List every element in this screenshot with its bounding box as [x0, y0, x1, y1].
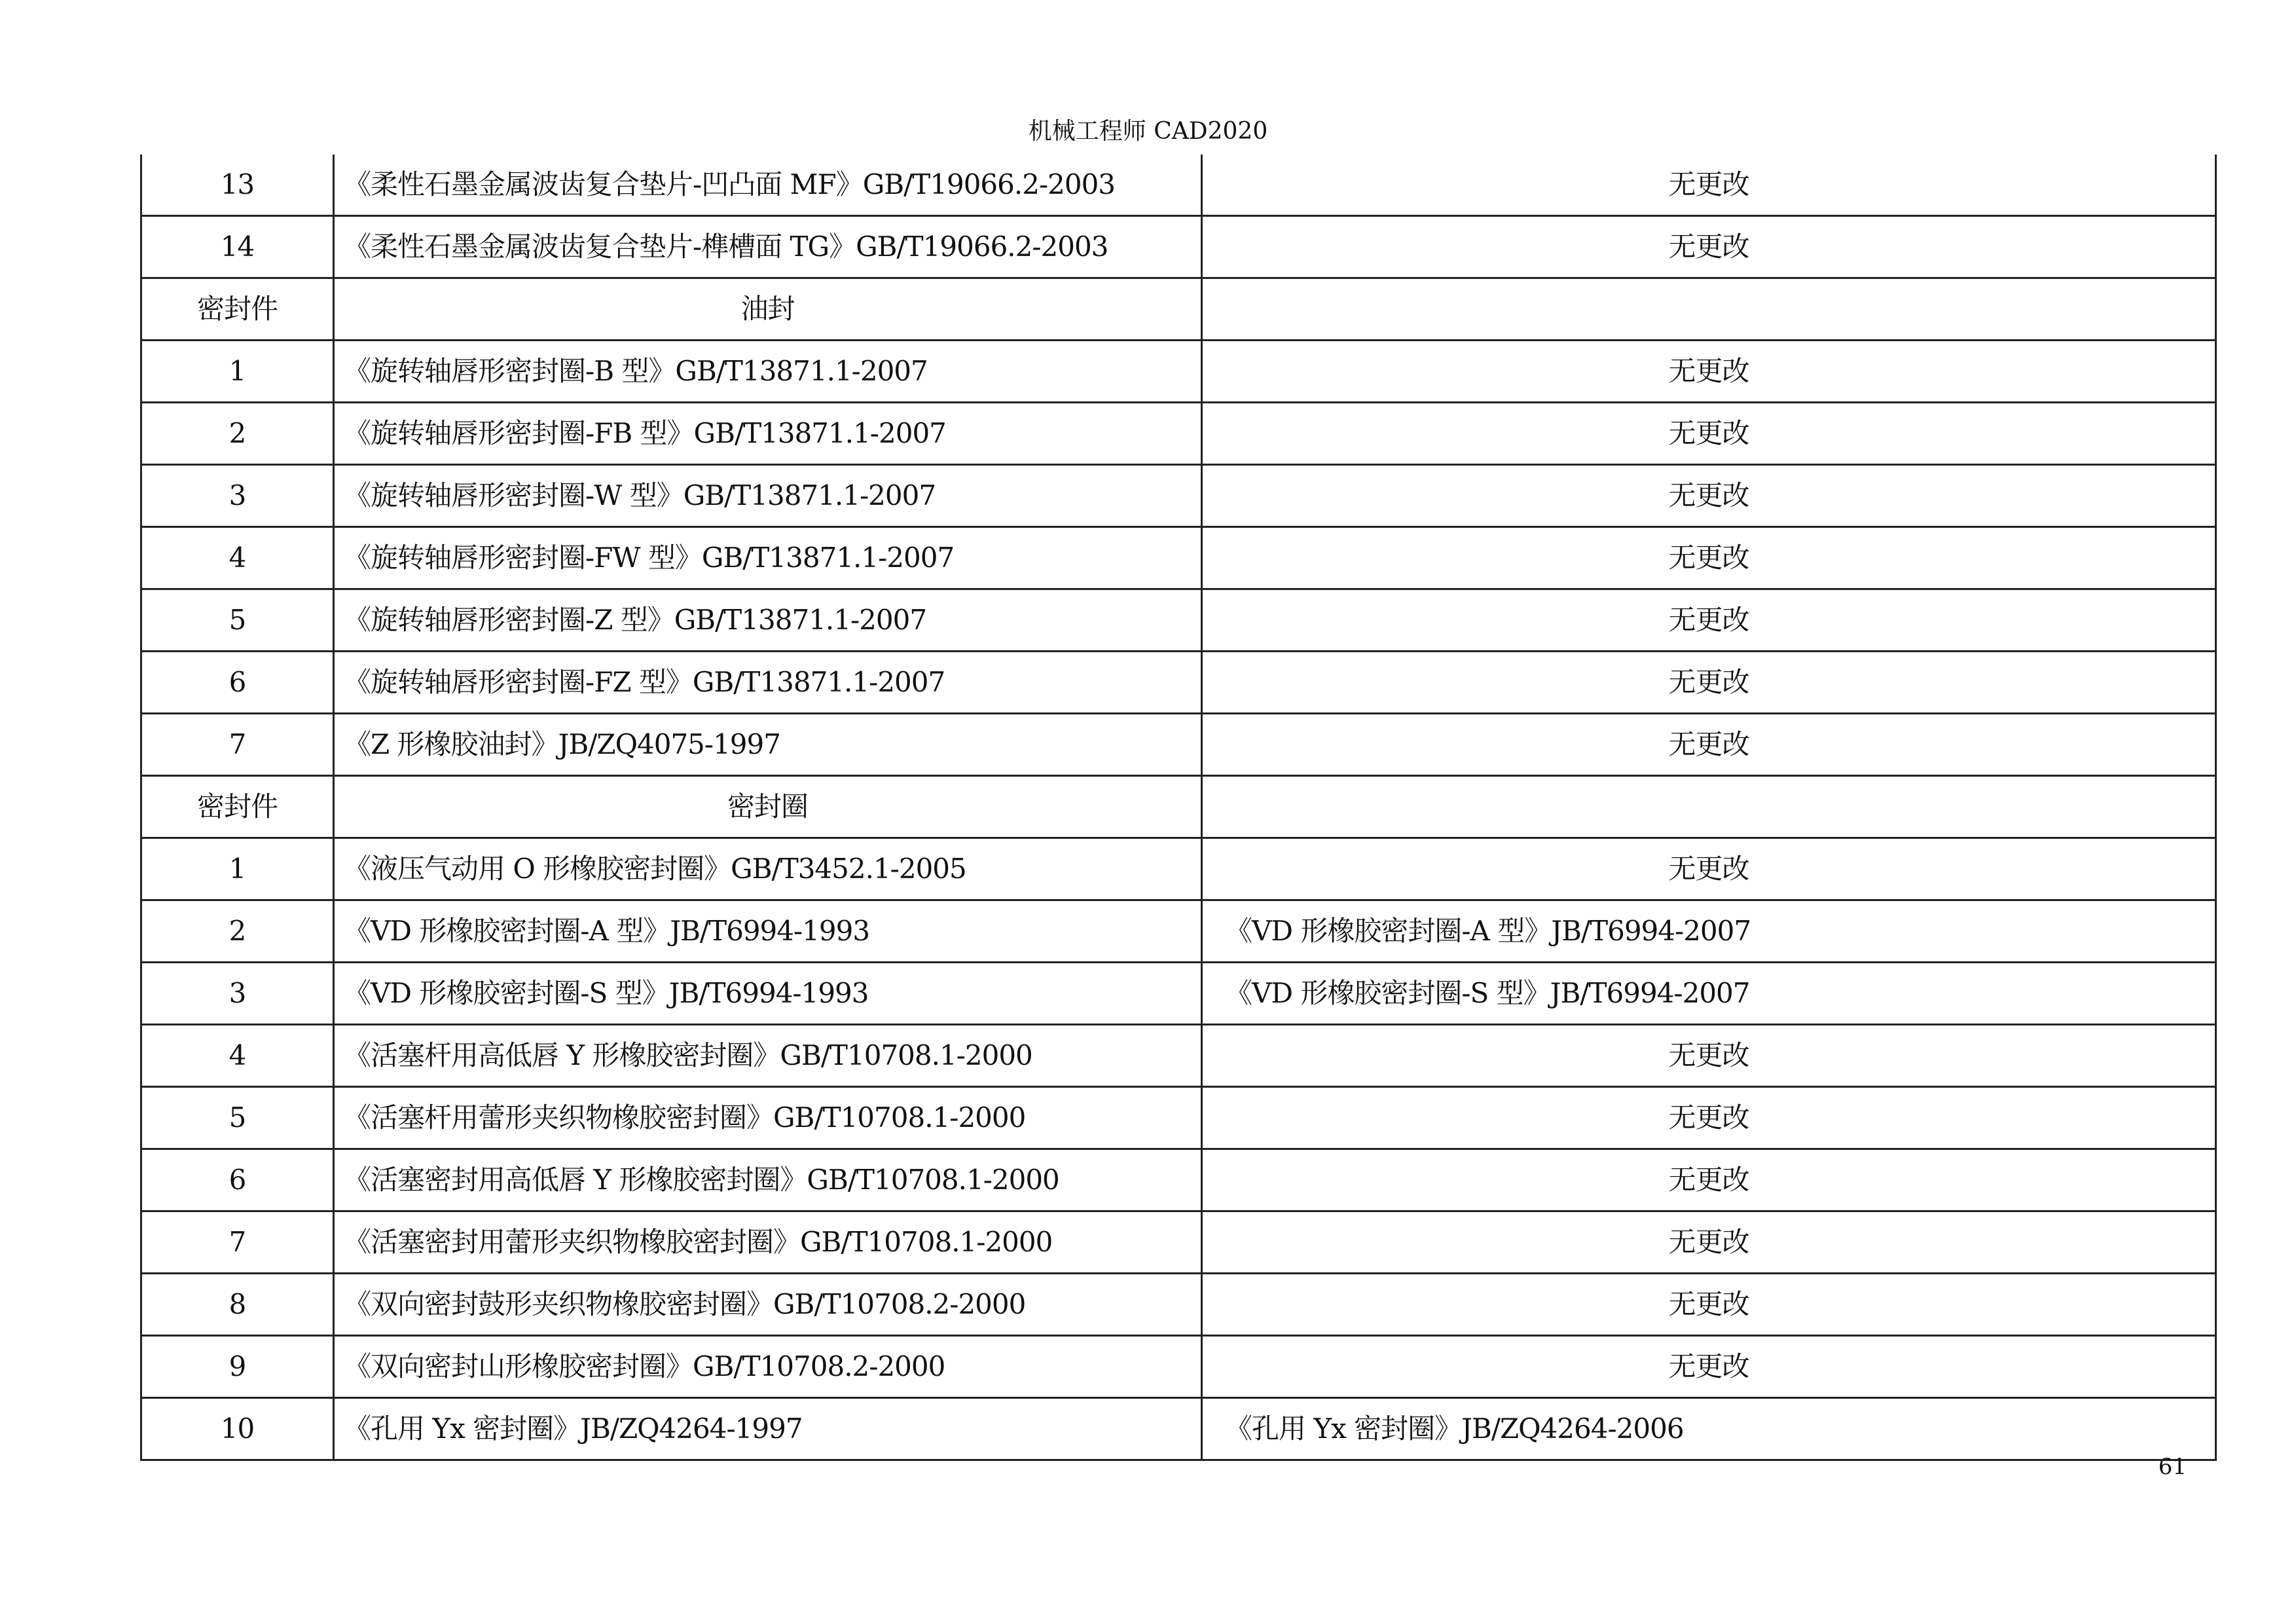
- change-status-cell: 无更改: [1202, 589, 2216, 652]
- change-status-cell: 无更改: [1202, 216, 2216, 278]
- table-row: [141, 714, 2216, 776]
- table-row: [141, 1274, 2216, 1336]
- row-number-cell: 3: [141, 465, 334, 527]
- standards-table: [140, 155, 2217, 1461]
- section-title-cell: 油封: [334, 278, 1202, 341]
- change-status-cell: 无更改: [1202, 465, 2216, 527]
- table-row: [141, 838, 2216, 900]
- change-status-cell: [1202, 776, 2216, 838]
- row-number-cell: 1: [141, 838, 334, 900]
- table-row: [141, 341, 2216, 403]
- table-row: [141, 652, 2216, 714]
- change-status-cell: 无更改: [1202, 838, 2216, 900]
- row-number-cell: 13: [141, 155, 334, 216]
- standard-name-cell: 《活塞杆用高低唇 Y 形橡胶密封圈》GB/T10708.1-2000: [334, 1025, 1202, 1087]
- change-status-cell: 无更改: [1202, 341, 2216, 403]
- row-number-cell: 6: [141, 1149, 334, 1211]
- change-status-cell: 无更改: [1202, 1149, 2216, 1211]
- standard-name-cell: 《柔性石墨金属波齿复合垫片-榫槽面 TG》GB/T19066.2-2003: [334, 216, 1202, 278]
- table-row: [141, 900, 2216, 963]
- standard-name-cell: 《旋转轴唇形密封圈-FB 型》GB/T13871.1-2007: [334, 403, 1202, 465]
- row-number-cell: 6: [141, 652, 334, 714]
- table-row: [141, 403, 2216, 465]
- row-number-cell: 7: [141, 1211, 334, 1274]
- standard-name-cell: 《旋转轴唇形密封圈-FW 型》GB/T13871.1-2007: [334, 527, 1202, 589]
- change-status-cell: 无更改: [1202, 1274, 2216, 1336]
- row-number-cell: 2: [141, 900, 334, 963]
- row-number-cell: 3: [141, 963, 334, 1025]
- change-status-cell: [1202, 278, 2216, 341]
- table-row: [141, 1336, 2216, 1398]
- change-status-cell: 无更改: [1202, 403, 2216, 465]
- table-row: [141, 1398, 2216, 1460]
- table-row: [141, 589, 2216, 652]
- change-status-cell: 无更改: [1202, 155, 2216, 216]
- change-status-cell: 无更改: [1202, 527, 2216, 589]
- row-number-cell: 7: [141, 714, 334, 776]
- standards-table-body: [141, 155, 2216, 1460]
- standard-name-cell: 《旋转轴唇形密封圈-FZ 型》GB/T13871.1-2007: [334, 652, 1202, 714]
- section-row: [141, 776, 2216, 838]
- table-row: [141, 1211, 2216, 1274]
- table-row: [141, 1149, 2216, 1211]
- standard-name-cell: 《Z 形橡胶油封》JB/ZQ4075-1997: [334, 714, 1202, 776]
- change-status-cell: 无更改: [1202, 1087, 2216, 1149]
- change-status-cell: 无更改: [1202, 1336, 2216, 1398]
- section-category-cell: 密封件: [141, 278, 334, 341]
- standard-name-cell: 《旋转轴唇形密封圈-B 型》GB/T13871.1-2007: [334, 341, 1202, 403]
- standard-name-cell: 《VD 形橡胶密封圈-A 型》JB/T6994-1993: [334, 900, 1202, 963]
- section-row: [141, 278, 2216, 341]
- change-status-cell: 无更改: [1202, 652, 2216, 714]
- standard-name-cell: 《活塞密封用高低唇 Y 形橡胶密封圈》GB/T10708.1-2000: [334, 1149, 1202, 1211]
- row-number-cell: 14: [141, 216, 334, 278]
- standard-name-cell: 《液压气动用 O 形橡胶密封圈》GB/T3452.1-2005: [334, 838, 1202, 900]
- row-number-cell: 10: [141, 1398, 334, 1460]
- change-status-cell: 《VD 形橡胶密封圈-S 型》JB/T6994-2007: [1202, 963, 2216, 1025]
- row-number-cell: 1: [141, 341, 334, 403]
- change-status-cell: 《孔用 Yx 密封圈》JB/ZQ4264-2006: [1202, 1398, 2216, 1460]
- table-row: [141, 216, 2216, 278]
- table-row: [141, 155, 2216, 216]
- standard-name-cell: 《孔用 Yx 密封圈》JB/ZQ4264-1997: [334, 1398, 1202, 1460]
- page-header-title: 机械工程师 CAD2020: [1028, 118, 1268, 145]
- change-status-cell: 无更改: [1202, 714, 2216, 776]
- change-status-cell: 无更改: [1202, 1025, 2216, 1087]
- table-row: [141, 1087, 2216, 1149]
- change-status-cell: 无更改: [1202, 1211, 2216, 1274]
- section-title-cell: 密封圈: [334, 776, 1202, 838]
- row-number-cell: 4: [141, 1025, 334, 1087]
- row-number-cell: 4: [141, 527, 334, 589]
- change-status-cell: 《VD 形橡胶密封圈-A 型》JB/T6994-2007: [1202, 900, 2216, 963]
- table-row: [141, 527, 2216, 589]
- row-number-cell: 5: [141, 1087, 334, 1149]
- row-number-cell: 9: [141, 1336, 334, 1398]
- table-row: [141, 1025, 2216, 1087]
- row-number-cell: 2: [141, 403, 334, 465]
- standard-name-cell: 《活塞密封用蕾形夹织物橡胶密封圈》GB/T10708.1-2000: [334, 1211, 1202, 1274]
- table-row: [141, 465, 2216, 527]
- standard-name-cell: 《VD 形橡胶密封圈-S 型》JB/T6994-1993: [334, 963, 1202, 1025]
- standard-name-cell: 《双向密封山形橡胶密封圈》GB/T10708.2-2000: [334, 1336, 1202, 1398]
- standard-name-cell: 《柔性石墨金属波齿复合垫片-凹凸面 MF》GB/T19066.2-2003: [334, 155, 1202, 216]
- table-row: [141, 963, 2216, 1025]
- standard-name-cell: 《旋转轴唇形密封圈-Z 型》GB/T13871.1-2007: [334, 589, 1202, 652]
- row-number-cell: 5: [141, 589, 334, 652]
- standard-name-cell: 《双向密封鼓形夹织物橡胶密封圈》GB/T10708.2-2000: [334, 1274, 1202, 1336]
- row-number-cell: 8: [141, 1274, 334, 1336]
- page-number: 61: [2158, 1454, 2187, 1480]
- standard-name-cell: 《旋转轴唇形密封圈-W 型》GB/T13871.1-2007: [334, 465, 1202, 527]
- standard-name-cell: 《活塞杆用蕾形夹织物橡胶密封圈》GB/T10708.1-2000: [334, 1087, 1202, 1149]
- section-category-cell: 密封件: [141, 776, 334, 838]
